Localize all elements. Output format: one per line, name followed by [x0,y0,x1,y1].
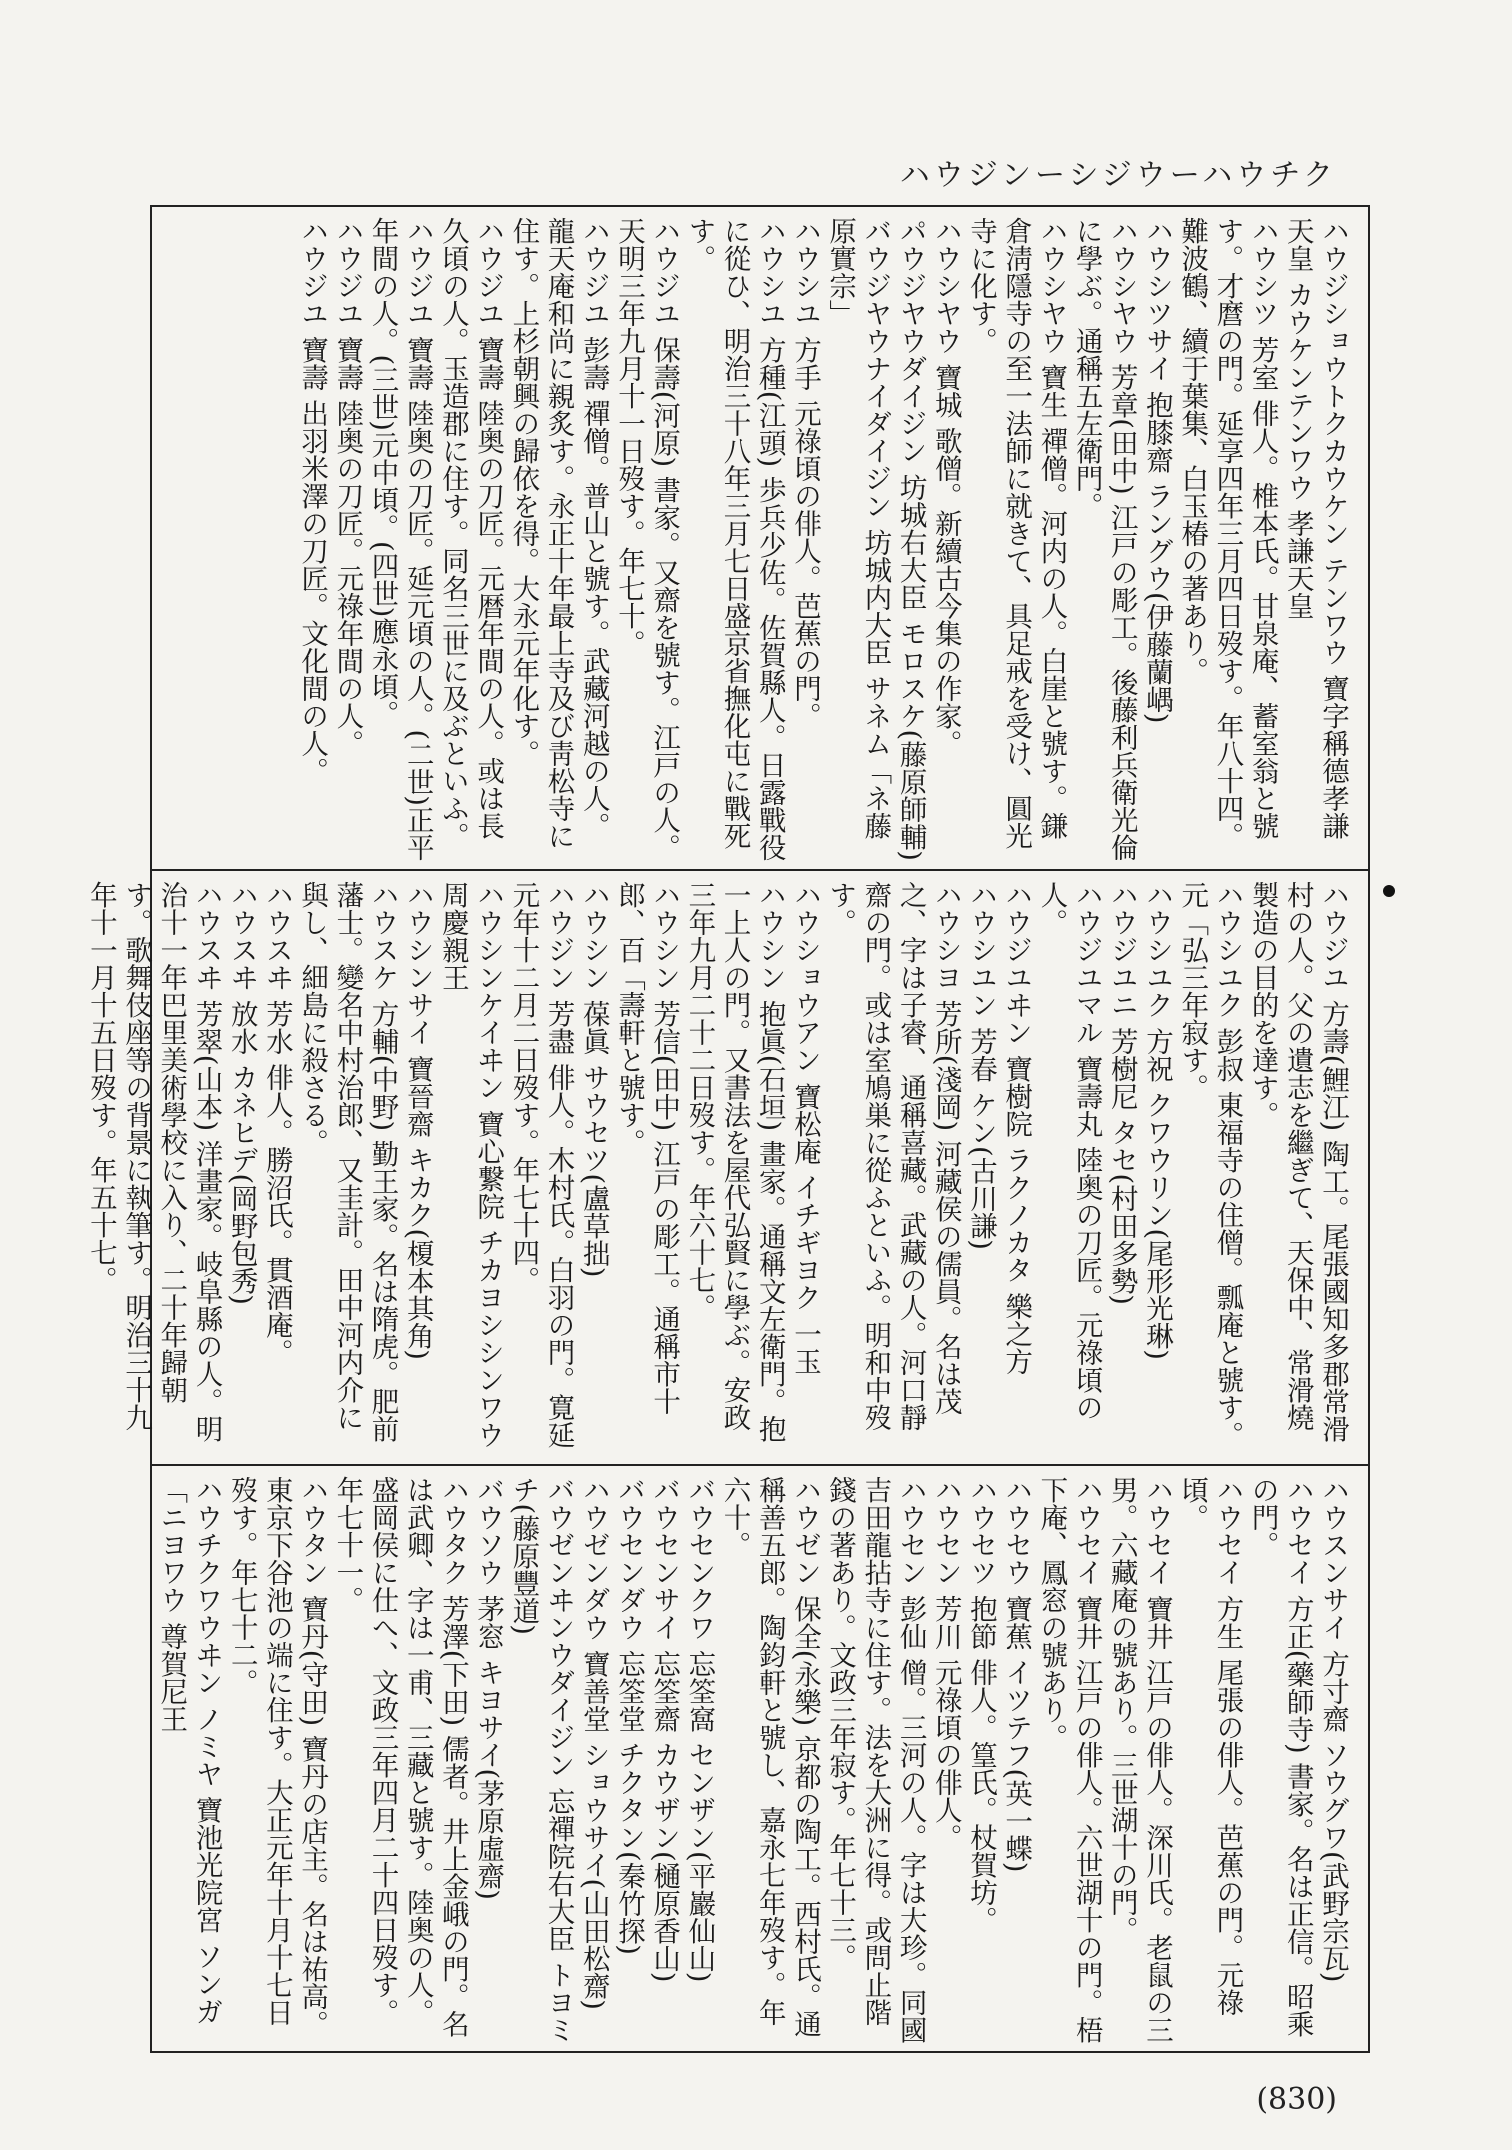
dictionary-entry: ハウゼンダウ 寶善堂 ショウサイ(山田松齋) [577,1476,610,2010]
dictionary-entry: ハウセン 彭仙 僧。三河の人。字は大珍。同國吉田龍拈寺に住す。法を大洲に得。或問止階錢の著あり。文政三年寂す。年七十三。 [824,1476,927,2044]
entry-block-3 [152,1464,1368,2055]
dictionary-entry: ハウセイ 寶井 江戸の俳人。深川氏。老鼠の三男。六藏庵の號あり。三世湖十の門。 [1105,1476,1173,2044]
dictionary-entry: ハウシンケイヰン 寶心繋院 チカヨシシンワウ周慶親王 [436,881,505,1449]
dictionary-entry: ハウスンサイ 方寸齋 ソウグワ(武野宗瓦) [1317,1476,1349,1983]
dictionary-entry: ハウシツ 芳室 俳人。椎本氏。甘泉庵、蓄室翁と號す。才麿の門。延享四年三月四日歿す。年八十四。難波鶴、續于葉集、白玉椿の著あり。 [1176,217,1279,850]
dictionary-entry: ハウジユ 寶壽 出羽米澤の刀匠。文化間の人。 [296,217,329,785]
dictionary-entry: バウソウ 茅窓 キヨサイ(茅原虛齋) [472,1476,505,1900]
entry-block-1 [152,207,1368,869]
dictionary-entry: ハウシユン 芳春 ケン(古川謙) [964,881,997,1250]
page-frame [84,205,1370,2053]
dictionary-entry: ハウジユ 寶壽 陸奥の刀匠。元暦年間の人。或は長久頃の人。玉造郡に住す。同名三世に及ぶといふ。 [436,217,505,850]
dictionary-entry: ハウセン 芳川 元祿頃の俳人。 [929,1476,962,1851]
dictionary-entry: ハウセイ 方生 尾張の俳人。芭蕉の門。元祿頃。 [1176,1476,1244,2016]
entry-block-2 [84,869,1368,1464]
page-number: (830) [1256,2082,1337,2117]
dictionary-entry: ハウスヰ 芳水 俳人。勝沼氏。貫酒庵。 [260,881,293,1366]
dictionary-entry: ハウジユ 彭壽 禪僧。普山と號す。武藏河越の人。龍天庵和尚に親炙す。永正十年最上寺及び靑松寺に住す。上杉朝興の歸依を得。大永元年化す。 [507,217,610,850]
dictionary-entry: ハウセウ 寶蕉 イツテフ(英一蝶) [1000,1476,1033,1873]
dictionary-entry: ハウジユ 方壽(鯉江) 陶工。尾張國知多郡常滑村の人。父の遺志を繼ぎて、天保中、常滑燒製造の目的を達す。 [1246,881,1349,1443]
running-head: ハウジンーシジウーハウチク [899,158,1337,193]
dictionary-entry: ハウチクワウヰン ノミヤ 寶池光院宮 ソンガ「ニヨワウ 尊賀尼王 [155,1476,223,2025]
dictionary-entry: ハウスケ 方輔(中野) 勤王家。名は隋虎。肥前藩士。變名中村治郎、又圭計。田中河内介に與し、細島に殺さる。 [296,881,399,1443]
dictionary-entry: ハウシユ 方種(江頭) 歩兵少佐。佐賀縣人。日露戰役に從ひ、明治三十八年三月七日盛京省撫化屯に戰死す。 [683,217,786,861]
dictionary-entry: ハウシヨ 芳所(淺岡) 河藏侯の儒員。名は茂之、字は子睿、通稱喜藏。武藏の人。河口靜齋の門。或は室鳩巣に從ふといふ。明和中歿す。 [824,881,962,1431]
dictionary-entry: ハウシユク 彭叔 東福寺の住僧。瓢庵と號す。元「弘三年寂す。 [1176,881,1244,1449]
dictionary-entry: ハウシヤウ 寶城 歌僧。新續古今集の作家。 [929,217,962,757]
margin-dot [1383,885,1395,897]
block-columns [170,217,1350,861]
dictionary-entry: ハウショウアン 寶松庵 イチギヨク 一玉 [788,881,821,1375]
dictionary-entry: ハウジユ 寶壽 陸奥の刀匠。延元頃の人。(二世)正平年間の人。(三世)元中頃。(四世)應永頃。 [366,217,434,861]
dictionary-entry: ハウシヤウ 寶生 禪僧。河内の人。白崖と號す。鎌倉淸隱寺の至一法師に就きて、具足戒を受け、圓光寺に化す。 [964,217,1068,850]
dictionary-entry: ハウシン 芳信(田中) 江戸の彫工。通稱市十郎、百「壽軒と號す。 [612,881,681,1415]
block-columns [155,1476,1350,2047]
dictionary-entry: ハウタク 芳澤(下田) 儒者。井上金峨の門。名は武卿、字は一甫、三藏と號す。陸奥の人。盛岡侯に仕へ、文政三年四月二十四日歿す。年七十一。 [331,1476,469,2038]
dictionary-entry: ハウジユマル 寶壽丸 陸奥の刀匠。元祿頃の人。 [1035,881,1103,1421]
dictionary-entry: ハウスヰ 放水 カネヒデ(岡野包秀) [225,881,258,1305]
dictionary-entry: バウセンサイ 忘筌齋 カウザン(樋原香山) [648,1476,681,1983]
dictionary-entry: ハウシンサイ 寶晉齋 キカク(榎本其角) [401,881,434,1360]
dictionary-entry: バウゼンヰンウダイジン 忘禪院右大臣 トヨミチ(藤原豐道) [507,1476,575,2044]
dictionary-entry: ハウシユ 方手 元祿頃の俳人。芭蕉の門。 [788,217,821,730]
block-columns [84,881,1350,1456]
dictionary-entry: ハウセツ 抱節 俳人。篁氏。杖賀坊。 [964,1476,997,1934]
dictionary-entry: ハウタン 寶丹(守田) 寶丹の店主。名は祐高。東京下谷池の端に住す。大正元年十月十七日歿す。年七十二。 [225,1476,329,2038]
dictionary-entry: ハウジユ 保壽(河原) 書家。又齋を號す。江戸の人。天明三年九月十一日歿す。年七十。 [612,217,681,861]
dictionary-entry: ハウゼン 保全(永樂) 京都の陶工。西村氏。通稱善五郎。陶鈞軒と號し、嘉永七年歿す。年六十。 [718,1476,821,2038]
dictionary-entry: ハウシツサイ 抱膝齋 ラングウ(伊藤蘭嵎) [1140,217,1173,724]
dictionary-entry: ハウシヤウ 芳章(田中) 江戸の彫工。後藤利兵衛光倫に學ぶ。通稱五左衛門。 [1070,217,1138,861]
dictionary-entry: バウセンクワ 忘筌窩 センザン(平巖仙山) [683,1476,716,1983]
dictionary-entry: ハウジユニ 芳樹尼 タセ(村田多勢) [1105,881,1138,1305]
dictionary-entry: ハウシン 抱眞(石垣) 畫家。通稱文左衛門。抱一上人の門。又書法を屋代弘賢に學ぶ。安政三年九月二十二日歿す。年六十七。 [683,881,786,1443]
dictionary-entry: ハウスヰ 芳翠(山本) 洋畫家。岐阜縣の人。明治十一年巴里美術學校に入り、二十年歸朝す。歌舞伎座等の背景に執筆す。明治三十九年十一月十五日歿す。年五十七。 [84,881,223,1443]
dictionary-entry: ハウジン 芳盡 俳人。木村氏。白羽の門。寛延元年十二月二日歿す。年七十四。 [507,881,575,1449]
dictionary-entry: ハウセイ 寶井 江戸の俳人。六世湖十の門。梧下庵、鳳窓の號あり。 [1035,1476,1103,2044]
dictionary-entry: ハウセイ 方正(藥師寺) 書家。名は正信。昭乘の門。 [1246,1476,1314,2038]
dictionary-entry: ハウシユク 方祝 クワウリン(尾形光琳) [1140,881,1173,1360]
dictionary-entry: パウジヤウダイジン 坊城右大臣 モロスケ(藤原師輔) [894,217,927,861]
dictionary-entry: ハウジショウトクカウケン テンワウ 寶字稱德孝謙天皇 カウケンテンワウ 孝謙天皇 [1281,217,1349,840]
dictionary-entry: ハウジユヰン 寶樹院 ラクノカタ 樂之方 [1000,881,1033,1375]
dictionary-entry: ハウジユ 寶壽 陸奥の刀匠。元祿年間の人。 [331,217,364,757]
dictionary-entry: バウジヤウナイダイジン 坊城内大臣 サネム「ネ藤原實宗」 [824,217,892,840]
dictionary-entry: バウセンダウ 忘筌堂 チクタン(秦竹探) [612,1476,645,1955]
dictionary-entry: ハウシン 葆眞 サウセツ(盧草拙) [577,881,610,1278]
